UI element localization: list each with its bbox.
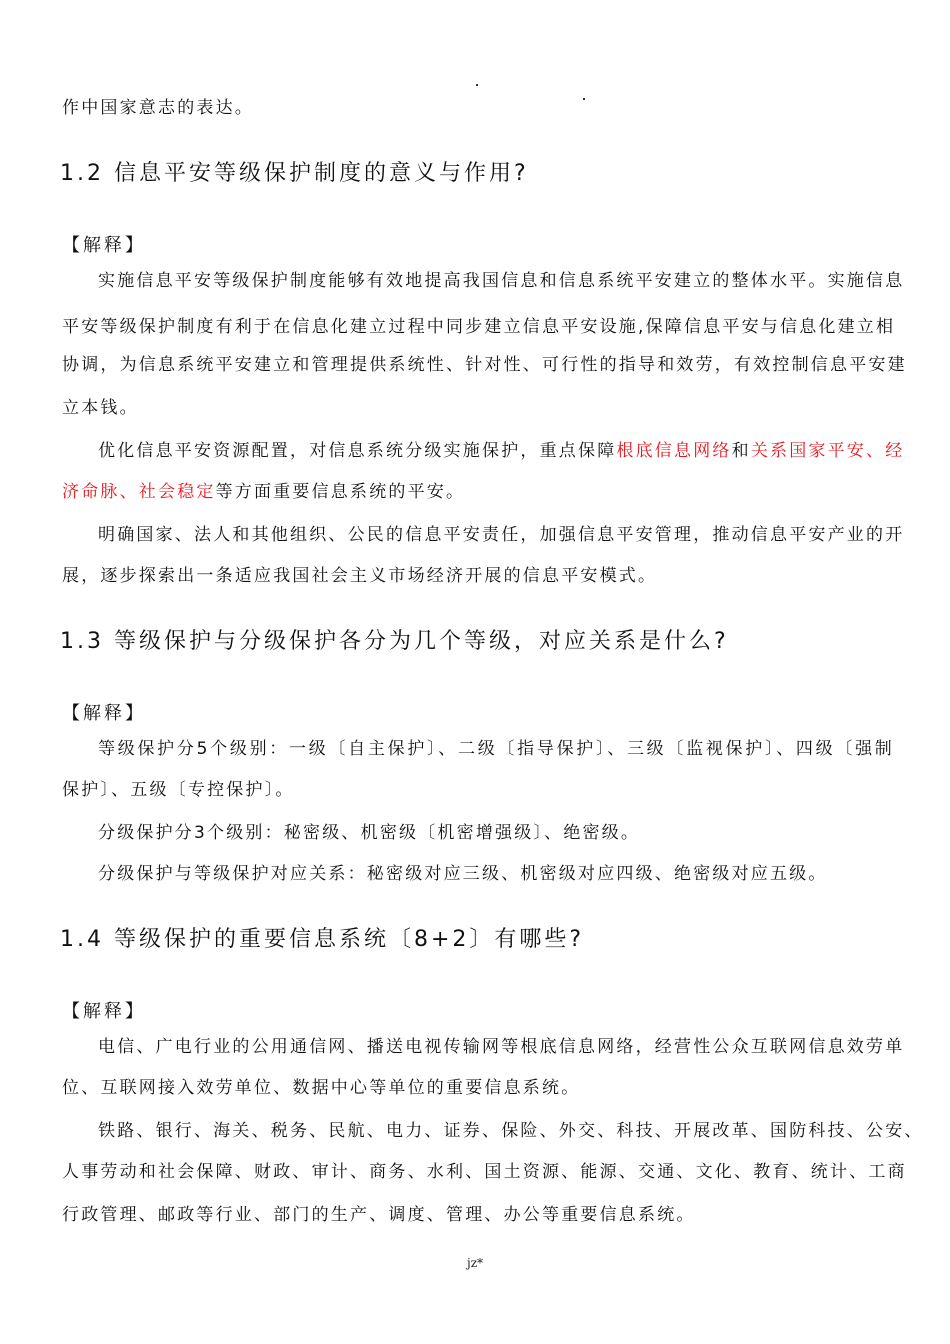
paragraph-line: 平安等级保护制度有利于在信息化建立过程中同步建立信息平安设施,保障信息平安与信息化建立相 — [62, 317, 896, 337]
section-heading-1-3: 1.3 等级保护与分级保护各分为几个等级，对应关系是什么? — [60, 629, 729, 654]
emphasis-text: 关系国家平安、经 — [750, 441, 905, 461]
header-mark — [476, 84, 478, 86]
paragraph-line: 位、互联网接入效劳单位、数据中心等单位的重要信息系统。 — [62, 1078, 581, 1098]
emphasis-text: 根底信息网络 — [616, 441, 732, 461]
emphasis-text: 济命脉、社会稳定 — [62, 482, 216, 502]
paragraph-line: 电信、广电行业的公用通信网、播送电视传输网等根底信息网络，经营性公众互联网信息效劳单 — [98, 1037, 905, 1057]
paragraph-line: 协调，为信息系统平安建立和管理提供系统性、针对性、可行性的指导和效劳，有效控制信息平安建 — [62, 355, 907, 375]
intro-line: 作中国家意志的表达。 — [62, 98, 254, 118]
section-heading-1-2: 1.2 信息平安等级保护制度的意义与作用? — [60, 161, 529, 186]
text-run: 等方面重要信息系统的平安。 — [215, 482, 466, 502]
paragraph-line: 保护〕、五级〔专控保护〕。 — [62, 780, 295, 800]
explanation-label: 【解释】 — [62, 703, 146, 724]
explanation-label: 【解释】 — [62, 235, 146, 256]
paragraph-line: 明确国家、法人和其他组织、公民的信息平安责任，加强信息平安管理，推动信息平安产业的开 — [98, 525, 905, 545]
page-footer: jz* — [466, 1256, 484, 1270]
paragraph-line: 等级保护分5个级别：一级〔自主保护〕、二级〔指导保护〕、三级〔监视保护〕、四级〔强制 — [98, 739, 894, 759]
paragraph-line: 实施信息平安等级保护制度能够有效地提高我国信息和信息系统平安建立的整体水平。实施信息 — [98, 271, 905, 291]
paragraph-line — [98, 440, 905, 462]
paragraph-line: 铁路、银行、海关、税务、民航、电力、证券、保险、外交、科技、开展改革、国防科技、公安、 — [98, 1121, 924, 1141]
paragraph-line: 展，逐步探索出一条适应我国社会主义市场经济开展的信息平安模式。 — [62, 566, 658, 586]
section-heading-1-4: 1.4 等级保护的重要信息系统〔8+2〕有哪些? — [60, 927, 585, 952]
text-run: 优化信息平安资源配置，对信息系统分级实施保护，重点保障 — [98, 441, 617, 461]
paragraph-line: 分级保护分3个级别：秘密级、机密级〔机密增强级〕、绝密级。 — [98, 823, 641, 843]
paragraph-line: 分级保护与等级保护对应关系：秘密级对应三级、机密级对应四级、绝密级对应五级。 — [98, 864, 828, 884]
text-run: 和 — [731, 441, 751, 461]
paragraph-line — [62, 481, 894, 503]
explanation-label: 【解释】 — [62, 1001, 146, 1022]
paragraph-line: 立本钱。 — [62, 398, 139, 418]
paragraph-line: 人事劳动和社会保障、财政、审计、商务、水利、国土资源、能源、交通、文化、教育、统计、工商 — [62, 1162, 907, 1182]
paragraph-line: 行政管理、邮政等行业、部门的生产、调度、管理、办公等重要信息系统。 — [62, 1205, 696, 1225]
